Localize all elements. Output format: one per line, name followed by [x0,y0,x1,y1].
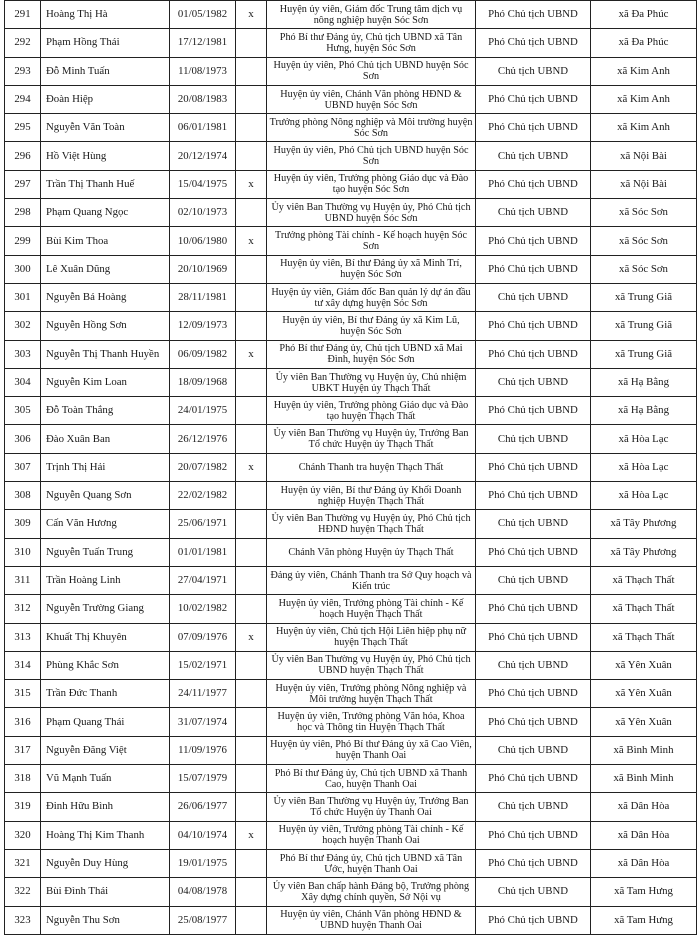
female-mark-cell [236,793,267,821]
female-mark-cell: x [236,623,267,651]
table-row [5,906,697,934]
birth-date-cell: 20/10/1969 [170,255,236,283]
full-name-cell: Nguyễn Hồng Sơn [41,312,170,340]
full-name-cell: Phạm Quang Ngọc [41,199,170,227]
row-number-cell: 305 [5,397,41,425]
row-number-cell: 319 [5,793,41,821]
row-number-cell: 321 [5,849,41,877]
female-mark-cell [236,283,267,311]
table-row [5,170,697,198]
full-name-cell: Hoàng Thị Hà [41,1,170,29]
new-position-cell: Chủ tịch UBND [476,57,591,85]
table-row [5,453,697,481]
female-mark-cell [236,906,267,934]
table-row [5,793,697,821]
new-position-cell: Phó Chủ tịch UBND [476,1,591,29]
female-mark-cell [236,680,267,708]
birth-date-cell: 26/06/1977 [170,793,236,821]
new-position-cell: Chủ tịch UBND [476,793,591,821]
row-number-cell: 299 [5,227,41,255]
unit-cell: xã Bình Minh [591,736,697,764]
table-row [5,368,697,396]
table-row [5,849,697,877]
full-name-cell: Cấn Văn Hương [41,510,170,538]
unit-cell: xã Hạ Bằng [591,397,697,425]
table-row [5,708,697,736]
row-number-cell: 310 [5,538,41,566]
birth-date-cell: 15/07/1979 [170,765,236,793]
row-number-cell: 300 [5,255,41,283]
female-mark-cell [236,510,267,538]
female-mark-cell [236,538,267,566]
row-number-cell: 322 [5,878,41,906]
current-position-cell: Huyện ủy viên, Trưởng phòng Giáo dục và Đào tạo huyện Thạch Thất [267,397,476,425]
row-number-cell: 297 [5,170,41,198]
current-position-cell: Ủy viên Ban Thường vụ Huyện ủy, Trưởng Ban Tổ chức Huyện ủy Thạch Thất [267,425,476,453]
row-number-cell: 291 [5,1,41,29]
table-row [5,538,697,566]
current-position-cell: Ủy viên Ban Thường vụ Huyện ủy, Phó Chủ tịch UBND huyện Thạch Thất [267,651,476,679]
birth-date-cell: 04/08/1978 [170,878,236,906]
new-position-cell: Chủ tịch UBND [476,566,591,594]
unit-cell: xã Kim Anh [591,114,697,142]
new-position-cell: Phó Chủ tịch UBND [476,623,591,651]
new-position-cell: Phó Chủ tịch UBND [476,227,591,255]
birth-date-cell: 20/12/1974 [170,142,236,170]
current-position-cell: Phó Bí thư Đảng ủy, Chủ tịch UBND xã Mai Đình, huyện Sóc Sơn [267,340,476,368]
female-mark-cell: x [236,340,267,368]
table-row [5,425,697,453]
new-position-cell: Phó Chủ tịch UBND [476,680,591,708]
full-name-cell: Nguyễn Kim Loan [41,368,170,396]
table-row [5,85,697,113]
current-position-cell: Huyện ủy viên, Phó Chủ tịch UBND huyện Sóc Sơn [267,57,476,85]
current-position-cell: Ủy viên Ban Thường vụ Huyện ủy, Chủ nhiệm UBKT Huyện ủy Thạch Thất [267,368,476,396]
unit-cell: xã Dân Hòa [591,793,697,821]
table-row [5,397,697,425]
unit-cell: xã Thạch Thất [591,566,697,594]
current-position-cell: Huyện ủy viên, Bí thư Đảng ủy xã Minh Trí, huyện Sóc Sơn [267,255,476,283]
unit-cell: xã Sóc Sơn [591,227,697,255]
current-position-cell: Huyện ủy viên, Trưởng phòng Giáo dục và Đào tạo huyện Sóc Sơn [267,170,476,198]
unit-cell: xã Đa Phúc [591,29,697,57]
row-number-cell: 295 [5,114,41,142]
unit-cell: xã Hòa Lạc [591,453,697,481]
unit-cell: xã Sóc Sơn [591,255,697,283]
full-name-cell: Nguyễn Trường Giang [41,595,170,623]
table-row [5,340,697,368]
unit-cell: xã Tây Phương [591,538,697,566]
new-position-cell: Chủ tịch UBND [476,651,591,679]
full-name-cell: Bùi Đình Thái [41,878,170,906]
new-position-cell: Phó Chủ tịch UBND [476,821,591,849]
current-position-cell: Trưởng phòng Nông nghiệp và Môi trường huyện Sóc Sơn [267,114,476,142]
new-position-cell: Chủ tịch UBND [476,283,591,311]
new-position-cell: Chủ tịch UBND [476,425,591,453]
female-mark-cell: x [236,1,267,29]
table-row [5,680,697,708]
full-name-cell: Đào Xuân Ban [41,425,170,453]
female-mark-cell [236,199,267,227]
row-number-cell: 313 [5,623,41,651]
unit-cell: xã Dân Hòa [591,821,697,849]
new-position-cell: Chủ tịch UBND [476,510,591,538]
female-mark-cell [236,878,267,906]
birth-date-cell: 10/02/1982 [170,595,236,623]
personnel-appointment-list [4,0,696,935]
unit-cell: xã Trung Giã [591,283,697,311]
new-position-cell: Chủ tịch UBND [476,736,591,764]
current-position-cell: Huyện ủy viên, Trưởng phòng Nông nghiệp và Môi trường huyện Thạch Thất [267,680,476,708]
row-number-cell: 302 [5,312,41,340]
birth-date-cell: 04/10/1974 [170,821,236,849]
new-position-cell: Chủ tịch UBND [476,142,591,170]
full-name-cell: Nguyễn Thu Sơn [41,906,170,934]
birth-date-cell: 22/02/1982 [170,482,236,510]
new-position-cell: Phó Chủ tịch UBND [476,312,591,340]
current-position-cell: Ủy viên Ban Thường vụ Huyện ủy, Trưởng Ban Tổ chức Huyện ủy Thanh Oai [267,793,476,821]
full-name-cell: Trần Hoàng Linh [41,566,170,594]
full-name-cell: Phạm Quang Thái [41,708,170,736]
female-mark-cell [236,142,267,170]
unit-cell: xã Tam Hưng [591,878,697,906]
current-position-cell: Huyện ủy viên, Trưởng phòng Tài chính - Kế hoạch Huyện Thạch Thất [267,595,476,623]
full-name-cell: Nguyễn Bá Hoàng [41,283,170,311]
table-row [5,199,697,227]
current-position-cell: Đảng ủy viên, Chánh Thanh tra Sở Quy hoạch và Kiến trúc [267,566,476,594]
female-mark-cell [236,397,267,425]
current-position-cell: Huyện ủy viên, Chánh Văn phòng HĐND & UBND huyện Sóc Sơn [267,85,476,113]
female-mark-cell: x [236,170,267,198]
birth-date-cell: 06/09/1982 [170,340,236,368]
birth-date-cell: 24/11/1977 [170,680,236,708]
table-row [5,29,697,57]
row-number-cell: 316 [5,708,41,736]
new-position-cell: Phó Chủ tịch UBND [476,170,591,198]
appointment-table [4,0,697,935]
new-position-cell: Phó Chủ tịch UBND [476,708,591,736]
full-name-cell: Nguyễn Văn Toàn [41,114,170,142]
female-mark-cell [236,85,267,113]
unit-cell: xã Yên Xuân [591,651,697,679]
current-position-cell: Phó Bí thư Đảng ủy, Chủ tịch UBND xã Thanh Cao, huyện Thanh Oai [267,765,476,793]
new-position-cell: Phó Chủ tịch UBND [476,85,591,113]
table-row [5,227,697,255]
current-position-cell: Chánh Văn phòng Huyện ủy Thạch Thất [267,538,476,566]
female-mark-cell: x [236,453,267,481]
full-name-cell: Đỗ Minh Tuấn [41,57,170,85]
row-number-cell: 306 [5,425,41,453]
new-position-cell: Phó Chủ tịch UBND [476,453,591,481]
birth-date-cell: 18/09/1968 [170,368,236,396]
new-position-cell: Phó Chủ tịch UBND [476,29,591,57]
female-mark-cell [236,114,267,142]
birth-date-cell: 24/01/1975 [170,397,236,425]
unit-cell: xã Bình Minh [591,765,697,793]
female-mark-cell [236,651,267,679]
full-name-cell: Nguyễn Quang Sơn [41,482,170,510]
new-position-cell: Phó Chủ tịch UBND [476,538,591,566]
birth-date-cell: 15/04/1975 [170,170,236,198]
row-number-cell: 301 [5,283,41,311]
new-position-cell: Phó Chủ tịch UBND [476,906,591,934]
unit-cell: xã Dân Hòa [591,849,697,877]
birth-date-cell: 11/09/1976 [170,736,236,764]
new-position-cell: Phó Chủ tịch UBND [476,340,591,368]
female-mark-cell [236,765,267,793]
current-position-cell: Chánh Thanh tra huyện Thạch Thất [267,453,476,481]
unit-cell: xã Kim Anh [591,85,697,113]
table-row [5,283,697,311]
unit-cell: xã Thạch Thất [591,595,697,623]
unit-cell: xã Kim Anh [591,57,697,85]
table-row [5,651,697,679]
birth-date-cell: 27/04/1971 [170,566,236,594]
row-number-cell: 303 [5,340,41,368]
birth-date-cell: 01/05/1982 [170,1,236,29]
row-number-cell: 312 [5,595,41,623]
unit-cell: xã Yên Xuân [591,708,697,736]
full-name-cell: Nguyễn Đăng Việt [41,736,170,764]
birth-date-cell: 26/12/1976 [170,425,236,453]
birth-date-cell: 19/01/1975 [170,849,236,877]
birth-date-cell: 15/02/1971 [170,651,236,679]
birth-date-cell: 25/06/1971 [170,510,236,538]
current-position-cell: Huyện ủy viên, Bí thư Đảng ủy Khối Doanh nghiệp Huyện Thạch Thất [267,482,476,510]
table-row [5,255,697,283]
female-mark-cell [236,566,267,594]
new-position-cell: Chủ tịch UBND [476,368,591,396]
new-position-cell: Phó Chủ tịch UBND [476,255,591,283]
birth-date-cell: 01/01/1981 [170,538,236,566]
new-position-cell: Chủ tịch UBND [476,878,591,906]
unit-cell: xã Trung Giã [591,340,697,368]
unit-cell: xã Nội Bài [591,142,697,170]
unit-cell: xã Trung Giã [591,312,697,340]
unit-cell: xã Hòa Lạc [591,425,697,453]
current-position-cell: Huyện ủy viên, Phó Chủ tịch UBND huyện Sóc Sơn [267,142,476,170]
current-position-cell: Ủy viên Ban Thường vụ Huyện ủy, Phó Chủ tịch UBND huyện Sóc Sơn [267,199,476,227]
current-position-cell: Huyện ủy viên, Trưởng phòng Văn hóa, Khoa học và Thông tin Huyện Thạch Thất [267,708,476,736]
unit-cell: xã Thạch Thất [591,623,697,651]
table-row [5,623,697,651]
birth-date-cell: 28/11/1981 [170,283,236,311]
row-number-cell: 314 [5,651,41,679]
unit-cell: xã Hạ Bằng [591,368,697,396]
female-mark-cell [236,29,267,57]
current-position-cell: Trưởng phòng Tài chính - Kế hoạch huyện Sóc Sơn [267,227,476,255]
row-number-cell: 323 [5,906,41,934]
birth-date-cell: 31/07/1974 [170,708,236,736]
current-position-cell: Ủy viên Ban chấp hành Đảng bộ, Trưởng phòng Xây dựng chính quyền, Sở Nội vụ [267,878,476,906]
current-position-cell: Huyện ủy viên, Trưởng phòng Tài chính - Kế hoạch huyện Thanh Oai [267,821,476,849]
table-row [5,114,697,142]
new-position-cell: Phó Chủ tịch UBND [476,765,591,793]
female-mark-cell [236,312,267,340]
birth-date-cell: 06/01/1981 [170,114,236,142]
current-position-cell: Huyện ủy viên, Bí thư Đảng ủy xã Kim Lũ, huyện Sóc Sơn [267,312,476,340]
female-mark-cell [236,57,267,85]
unit-cell: xã Hòa Lạc [591,482,697,510]
row-number-cell: 298 [5,199,41,227]
row-number-cell: 315 [5,680,41,708]
table-body [5,1,697,935]
new-position-cell: Phó Chủ tịch UBND [476,482,591,510]
full-name-cell: Trần Thị Thanh Huế [41,170,170,198]
unit-cell: xã Tam Hưng [591,906,697,934]
full-name-cell: Nguyễn Thị Thanh Huyền [41,340,170,368]
full-name-cell: Phùng Khắc Sơn [41,651,170,679]
birth-date-cell: 17/12/1981 [170,29,236,57]
table-row [5,595,697,623]
table-row [5,510,697,538]
current-position-cell: Huyện ủy viên, Giám đốc Ban quản lý dự án đầu tư xây dựng huyện Sóc Sơn [267,283,476,311]
new-position-cell: Phó Chủ tịch UBND [476,114,591,142]
birth-date-cell: 10/06/1980 [170,227,236,255]
full-name-cell: Vũ Mạnh Tuấn [41,765,170,793]
birth-date-cell: 20/07/1982 [170,453,236,481]
row-number-cell: 317 [5,736,41,764]
new-position-cell: Phó Chủ tịch UBND [476,595,591,623]
unit-cell: xã Nội Bài [591,170,697,198]
table-row [5,821,697,849]
full-name-cell: Đoàn Hiệp [41,85,170,113]
unit-cell: xã Sóc Sơn [591,199,697,227]
new-position-cell: Chủ tịch UBND [476,199,591,227]
unit-cell: xã Đa Phúc [591,1,697,29]
new-position-cell: Phó Chủ tịch UBND [476,397,591,425]
new-position-cell: Phó Chủ tịch UBND [476,849,591,877]
table-row [5,312,697,340]
row-number-cell: 294 [5,85,41,113]
female-mark-cell [236,708,267,736]
full-name-cell: Trịnh Thị Hải [41,453,170,481]
birth-date-cell: 02/10/1973 [170,199,236,227]
female-mark-cell [236,595,267,623]
birth-date-cell: 12/09/1973 [170,312,236,340]
female-mark-cell: x [236,821,267,849]
full-name-cell: Hồ Việt Hùng [41,142,170,170]
full-name-cell: Đinh Hữu Bình [41,793,170,821]
row-number-cell: 293 [5,57,41,85]
birth-date-cell: 25/08/1977 [170,906,236,934]
row-number-cell: 308 [5,482,41,510]
full-name-cell: Hoàng Thị Kim Thanh [41,821,170,849]
table-row [5,736,697,764]
current-position-cell: Phó Bí thư Đảng ủy, Chủ tịch UBND xã Tân Hưng, huyện Sóc Sơn [267,29,476,57]
full-name-cell: Nguyễn Tuấn Trung [41,538,170,566]
full-name-cell: Trần Đức Thanh [41,680,170,708]
table-row [5,765,697,793]
row-number-cell: 296 [5,142,41,170]
female-mark-cell [236,849,267,877]
table-row [5,878,697,906]
birth-date-cell: 11/08/1973 [170,57,236,85]
row-number-cell: 309 [5,510,41,538]
row-number-cell: 304 [5,368,41,396]
table-row [5,482,697,510]
row-number-cell: 320 [5,821,41,849]
current-position-cell: Huyện ủy viên, Chánh Văn phòng HĐND & UBND huyện Thanh Oai [267,906,476,934]
female-mark-cell [236,482,267,510]
full-name-cell: Khuất Thị Khuyên [41,623,170,651]
female-mark-cell [236,736,267,764]
full-name-cell: Lê Xuân Dũng [41,255,170,283]
current-position-cell: Phó Bí thư Đảng ủy, Chủ tịch UBND xã Tân Ước, huyện Thanh Oai [267,849,476,877]
full-name-cell: Nguyễn Duy Hùng [41,849,170,877]
row-number-cell: 292 [5,29,41,57]
table-row [5,57,697,85]
full-name-cell: Phạm Hồng Thái [41,29,170,57]
row-number-cell: 311 [5,566,41,594]
female-mark-cell: x [236,227,267,255]
female-mark-cell [236,368,267,396]
current-position-cell: Huyện ủy viên, Phó Bí thư Đảng ủy xã Cao Viên, huyện Thanh Oai [267,736,476,764]
full-name-cell: Đỗ Toàn Thắng [41,397,170,425]
birth-date-cell: 07/09/1976 [170,623,236,651]
row-number-cell: 318 [5,765,41,793]
table-row [5,566,697,594]
table-row [5,1,697,29]
unit-cell: xã Yên Xuân [591,680,697,708]
row-number-cell: 307 [5,453,41,481]
female-mark-cell [236,255,267,283]
current-position-cell: Huyện ủy viên, Giám đốc Trung tâm dịch vụ nông nghiệp huyện Sóc Sơn [267,1,476,29]
current-position-cell: Ủy viên Ban Thường vụ Huyện ủy, Phó Chủ tịch HĐND huyện Thạch Thất [267,510,476,538]
female-mark-cell [236,425,267,453]
birth-date-cell: 20/08/1983 [170,85,236,113]
table-row [5,142,697,170]
unit-cell: xã Tây Phương [591,510,697,538]
current-position-cell: Huyện ủy viên, Chủ tịch Hội Liên hiệp phụ nữ huyện Thạch Thất [267,623,476,651]
full-name-cell: Bùi Kim Thoa [41,227,170,255]
